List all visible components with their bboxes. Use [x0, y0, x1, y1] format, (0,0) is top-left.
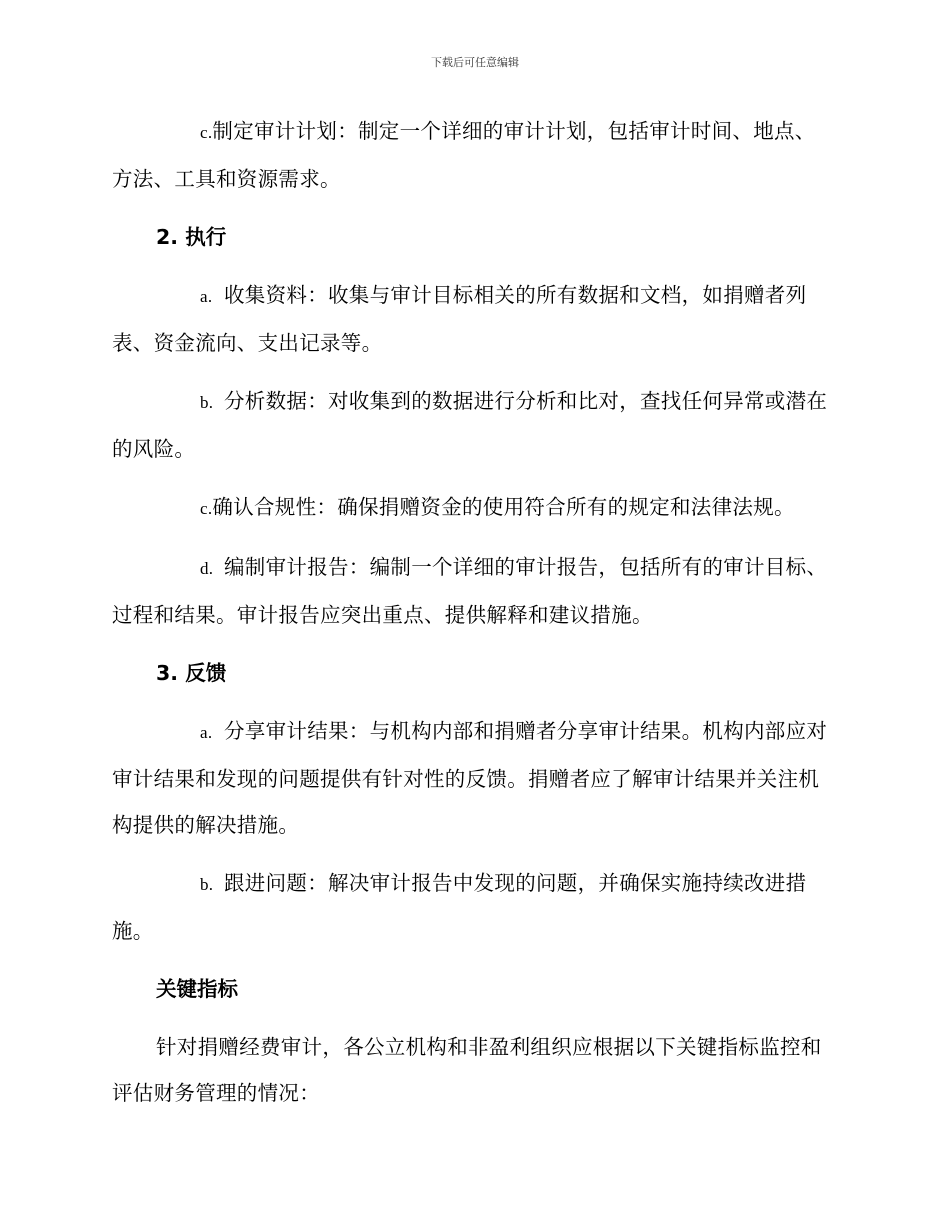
paragraph-share-results: [112, 708, 834, 848]
list-marker: b.: [200, 875, 214, 894]
paragraph-collect-data: [112, 272, 834, 366]
paragraph-audit-report: [112, 544, 834, 638]
paragraph-key-indicators-intro: [112, 1024, 834, 1116]
paragraph-text: 跟进问题：解决审计报告中发现的问题，并确保实施持续改进措施。: [112, 871, 807, 943]
paragraph-text: 针对捐赠经费审计，各公立机构和非盈利组织应根据以下关键指标监控和评估财务管理的情况：: [112, 1035, 822, 1105]
section-heading-feedback: 3. 反馈: [156, 661, 227, 685]
page-header: 下载后可任意编辑: [431, 56, 519, 69]
paragraph-text: 收集资料：收集与审计目标相关的所有数据和文档，如捐赠者列表、资金流向、支出记录等。: [112, 283, 807, 355]
paragraph-text: 分析数据：对收集到的数据进行分析和比对，查找任何异常或潜在的风险。: [112, 389, 828, 461]
list-marker: c.: [200, 123, 213, 142]
paragraph-follow-up: [112, 860, 834, 954]
paragraph-analyze-data: [112, 378, 834, 472]
section-heading-key-indicators: 关键指标: [156, 977, 238, 1001]
list-marker: a.: [200, 723, 213, 742]
document-body: [112, 108, 834, 1128]
list-marker: c.: [200, 499, 213, 518]
list-marker: d.: [200, 559, 214, 578]
list-marker: b.: [200, 393, 214, 412]
paragraph-plan-audit: [112, 108, 834, 202]
paragraph-text: 确认合规性：确保捐赠资金的使用符合所有的规定和法律法规。: [212, 495, 795, 519]
paragraph-text: 分享审计结果：与机构内部和捐赠者分享审计结果。机构内部应对审计结果和发现的问题提供有针对性的反馈。捐赠者应了解审计结果并关注机构提供的解决措施。: [112, 719, 828, 837]
paragraph-text: 编制审计报告：编制一个详细的审计报告，包括所有的审计目标、过程和结果。审计报告应突出重点、提供解释和建议措施。: [112, 555, 828, 627]
paragraph-text: 制定审计计划：制定一个详细的审计计划，包括审计时间、地点、方法、工具和资源需求。: [112, 119, 816, 191]
list-marker: a.: [200, 287, 213, 306]
paragraph-compliance: [112, 484, 834, 532]
section-heading-execute: 2. 执行: [156, 225, 227, 249]
